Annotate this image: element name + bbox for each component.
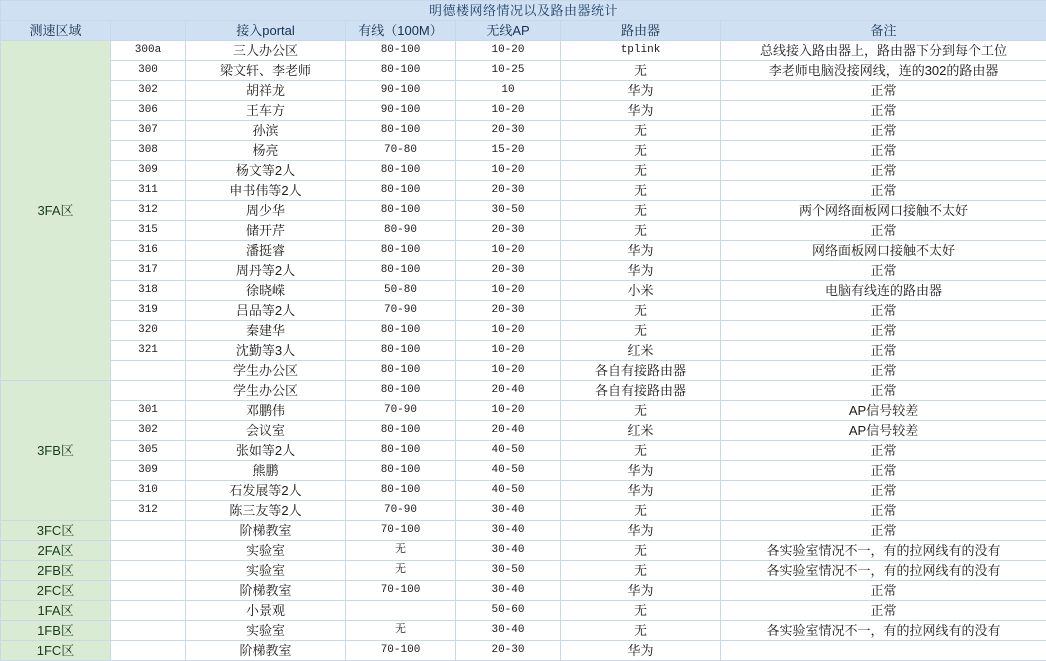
remark-cell: 正常 (721, 481, 1046, 501)
room-number-cell (111, 581, 186, 601)
wired-speed-cell: 80-100 (346, 461, 456, 481)
portal-cell: 阶梯教室 (186, 581, 346, 601)
wired-speed-cell: 无 (346, 621, 456, 641)
router-cell: 小米 (561, 281, 721, 301)
area-cell: 3FB区 (1, 381, 111, 521)
room-number-cell: 311 (111, 181, 186, 201)
router-cell: 无 (561, 321, 721, 341)
portal-cell: 杨亮 (186, 141, 346, 161)
column-header-wireless-ap: 无线AP (456, 21, 561, 41)
wireless-ap-cell: 30-50 (456, 201, 561, 221)
column-header-router: 路由器 (561, 21, 721, 41)
remark-cell: 正常 (721, 121, 1046, 141)
area-cell: 3FA区 (1, 41, 111, 381)
table-row (1, 641, 1046, 661)
portal-cell: 学生办公区 (186, 381, 346, 401)
table-row (1, 281, 1046, 301)
portal-cell: 沈勤等3人 (186, 341, 346, 361)
router-cell: 红米 (561, 421, 721, 441)
table-row (1, 61, 1046, 81)
table-row (1, 141, 1046, 161)
wired-speed-cell: 80-100 (346, 241, 456, 261)
room-number-cell (111, 641, 186, 661)
wireless-ap-cell: 30-50 (456, 561, 561, 581)
router-cell: 各自有接路由器 (561, 361, 721, 381)
wired-speed-cell: 90-100 (346, 101, 456, 121)
wired-speed-cell: 70-100 (346, 581, 456, 601)
wireless-ap-cell: 20-30 (456, 261, 561, 281)
title-row (1, 1, 1046, 21)
remark-cell: 正常 (721, 501, 1046, 521)
portal-cell: 周丹等2人 (186, 261, 346, 281)
router-cell: 华为 (561, 261, 721, 281)
remark-cell: 各实验室情况不一，有的拉网线有的没有 (721, 541, 1046, 561)
remark-cell: 正常 (721, 301, 1046, 321)
router-cell: 无 (561, 561, 721, 581)
wired-speed-cell: 80-100 (346, 341, 456, 361)
portal-cell: 小景观 (186, 601, 346, 621)
wired-speed-cell: 80-100 (346, 361, 456, 381)
table-row (1, 561, 1046, 581)
portal-cell: 孙滨 (186, 121, 346, 141)
room-number-cell: 307 (111, 121, 186, 141)
wireless-ap-cell: 10-20 (456, 341, 561, 361)
area-cell: 2FB区 (1, 561, 111, 581)
router-cell: 华为 (561, 581, 721, 601)
wireless-ap-cell: 10-20 (456, 161, 561, 181)
table-row (1, 81, 1046, 101)
wired-speed-cell (346, 601, 456, 621)
table-row (1, 241, 1046, 261)
area-cell: 1FA区 (1, 601, 111, 621)
wired-speed-cell: 50-80 (346, 281, 456, 301)
portal-cell: 徐晓嵘 (186, 281, 346, 301)
router-cell: tplink (561, 41, 721, 61)
table-row (1, 581, 1046, 601)
wireless-ap-cell: 20-30 (456, 301, 561, 321)
table-row (1, 181, 1046, 201)
remark-cell: 正常 (721, 81, 1046, 101)
wireless-ap-cell: 40-50 (456, 461, 561, 481)
table-row (1, 621, 1046, 641)
router-cell: 无 (561, 401, 721, 421)
header-row (1, 21, 1046, 41)
wireless-ap-cell: 10-20 (456, 401, 561, 421)
router-cell: 华为 (561, 81, 721, 101)
wired-speed-cell: 80-100 (346, 201, 456, 221)
table-row (1, 101, 1046, 121)
wireless-ap-cell: 30-40 (456, 501, 561, 521)
router-cell: 无 (561, 601, 721, 621)
room-number-cell: 316 (111, 241, 186, 261)
wireless-ap-cell: 10-20 (456, 41, 561, 61)
room-number-cell: 302 (111, 421, 186, 441)
portal-cell: 王车方 (186, 101, 346, 121)
remark-cell: 两个网络面板网口接触不太好 (721, 201, 1046, 221)
table-row (1, 441, 1046, 461)
table-row (1, 161, 1046, 181)
column-header-number (111, 21, 186, 41)
router-cell: 红米 (561, 341, 721, 361)
remark-cell: 正常 (721, 381, 1046, 401)
column-header-area: 测速区域 (1, 21, 111, 41)
column-header-remark: 备注 (721, 21, 1046, 41)
column-header-portal: 接入portal (186, 21, 346, 41)
portal-cell: 潘挺睿 (186, 241, 346, 261)
remark-cell: 正常 (721, 581, 1046, 601)
wired-speed-cell: 80-100 (346, 441, 456, 461)
table-row (1, 221, 1046, 241)
router-cell: 无 (561, 161, 721, 181)
wired-speed-cell: 80-90 (346, 221, 456, 241)
room-number-cell (111, 601, 186, 621)
area-cell: 3FC区 (1, 521, 111, 541)
remark-cell: 各实验室情况不一，有的拉网线有的没有 (721, 561, 1046, 581)
table-row (1, 501, 1046, 521)
remark-cell: 正常 (721, 161, 1046, 181)
wired-speed-cell: 80-100 (346, 381, 456, 401)
remark-cell: 正常 (721, 101, 1046, 121)
table-row (1, 421, 1046, 441)
room-number-cell (111, 361, 186, 381)
router-cell: 无 (561, 301, 721, 321)
router-cell: 无 (561, 201, 721, 221)
remark-cell: 正常 (721, 261, 1046, 281)
room-number-cell: 319 (111, 301, 186, 321)
wireless-ap-cell: 10-20 (456, 281, 561, 301)
remark-cell: 正常 (721, 461, 1046, 481)
portal-cell: 杨文等2人 (186, 161, 346, 181)
wired-speed-cell: 70-80 (346, 141, 456, 161)
wired-speed-cell: 70-100 (346, 521, 456, 541)
router-cell: 华为 (561, 641, 721, 661)
wired-speed-cell: 无 (346, 541, 456, 561)
room-number-cell: 305 (111, 441, 186, 461)
router-cell: 无 (561, 441, 721, 461)
portal-cell: 申书伟等2人 (186, 181, 346, 201)
portal-cell: 实验室 (186, 561, 346, 581)
remark-cell: 总线接入路由器上，路由器下分到每个工位 (721, 41, 1046, 61)
wireless-ap-cell: 15-20 (456, 141, 561, 161)
room-number-cell: 301 (111, 401, 186, 421)
room-number-cell: 300a (111, 41, 186, 61)
portal-cell: 储开芹 (186, 221, 346, 241)
wired-speed-cell: 无 (346, 561, 456, 581)
router-cell: 无 (561, 221, 721, 241)
remark-cell: AP信号较差 (721, 421, 1046, 441)
portal-cell: 秦建华 (186, 321, 346, 341)
table-row (1, 341, 1046, 361)
portal-cell: 会议室 (186, 421, 346, 441)
wireless-ap-cell: 10-20 (456, 361, 561, 381)
wireless-ap-cell: 10-20 (456, 321, 561, 341)
area-cell: 2FC区 (1, 581, 111, 601)
table-row (1, 41, 1046, 61)
wireless-ap-cell: 20-30 (456, 221, 561, 241)
portal-cell: 陈三友等2人 (186, 501, 346, 521)
wireless-ap-cell: 20-40 (456, 421, 561, 441)
wireless-ap-cell: 40-50 (456, 441, 561, 461)
wireless-ap-cell: 30-40 (456, 621, 561, 641)
wireless-ap-cell: 20-30 (456, 181, 561, 201)
remark-cell: 正常 (721, 181, 1046, 201)
wired-speed-cell: 80-100 (346, 61, 456, 81)
portal-cell: 三人办公区 (186, 41, 346, 61)
portal-cell: 阶梯教室 (186, 641, 346, 661)
wireless-ap-cell: 10 (456, 81, 561, 101)
table-row (1, 301, 1046, 321)
table-row (1, 381, 1046, 401)
wireless-ap-cell: 20-40 (456, 381, 561, 401)
wired-speed-cell: 70-100 (346, 641, 456, 661)
remark-cell: 李老师电脑没接网线，连的302的路由器 (721, 61, 1046, 81)
area-cell: 2FA区 (1, 541, 111, 561)
wired-speed-cell: 80-100 (346, 161, 456, 181)
router-cell: 无 (561, 501, 721, 521)
table-row (1, 261, 1046, 281)
room-number-cell (111, 381, 186, 401)
area-cell: 1FC区 (1, 641, 111, 661)
column-header-wired: 有线（100M） (346, 21, 456, 41)
wired-speed-cell: 70-90 (346, 501, 456, 521)
portal-cell: 阶梯教室 (186, 521, 346, 541)
room-number-cell: 312 (111, 201, 186, 221)
table-row (1, 541, 1046, 561)
portal-cell: 学生办公区 (186, 361, 346, 381)
wireless-ap-cell: 10-25 (456, 61, 561, 81)
table-title: 明德楼网络情况以及路由器统计 (1, 1, 1046, 21)
wireless-ap-cell: 20-30 (456, 641, 561, 661)
router-cell: 无 (561, 181, 721, 201)
router-cell: 无 (561, 141, 721, 161)
remark-cell: 正常 (721, 221, 1046, 241)
table-row (1, 201, 1046, 221)
room-number-cell: 309 (111, 461, 186, 481)
room-number-cell: 315 (111, 221, 186, 241)
router-cell: 华为 (561, 481, 721, 501)
wired-speed-cell: 80-100 (346, 261, 456, 281)
portal-cell: 邓鹏伟 (186, 401, 346, 421)
portal-cell: 石发展等2人 (186, 481, 346, 501)
wired-speed-cell: 70-90 (346, 301, 456, 321)
portal-cell: 张如等2人 (186, 441, 346, 461)
room-number-cell: 317 (111, 261, 186, 281)
room-number-cell (111, 521, 186, 541)
wireless-ap-cell: 30-40 (456, 541, 561, 561)
wireless-ap-cell: 30-40 (456, 521, 561, 541)
wireless-ap-cell: 10-20 (456, 241, 561, 261)
remark-cell: 各实验室情况不一，有的拉网线有的没有 (721, 621, 1046, 641)
room-number-cell: 320 (111, 321, 186, 341)
portal-cell: 胡祥龙 (186, 81, 346, 101)
portal-cell: 实验室 (186, 541, 346, 561)
table-row (1, 361, 1046, 381)
router-cell: 无 (561, 621, 721, 641)
remark-cell (721, 641, 1046, 661)
room-number-cell: 309 (111, 161, 186, 181)
wired-speed-cell: 80-100 (346, 321, 456, 341)
portal-cell: 熊鹏 (186, 461, 346, 481)
room-number-cell: 312 (111, 501, 186, 521)
wired-speed-cell: 80-100 (346, 481, 456, 501)
remark-cell: 正常 (721, 321, 1046, 341)
wired-speed-cell: 80-100 (346, 181, 456, 201)
portal-cell: 梁文轩、李老师 (186, 61, 346, 81)
room-number-cell (111, 621, 186, 641)
remark-cell: 正常 (721, 361, 1046, 381)
portal-cell: 实验室 (186, 621, 346, 641)
wired-speed-cell: 70-90 (346, 401, 456, 421)
wired-speed-cell: 90-100 (346, 81, 456, 101)
router-cell: 无 (561, 541, 721, 561)
remark-cell: 正常 (721, 601, 1046, 621)
table-row (1, 461, 1046, 481)
table-row (1, 121, 1046, 141)
router-cell: 华为 (561, 521, 721, 541)
portal-cell: 周少华 (186, 201, 346, 221)
room-number-cell (111, 541, 186, 561)
remark-cell: 网络面板网口接触不太好 (721, 241, 1046, 261)
remark-cell: 正常 (721, 441, 1046, 461)
table-row (1, 321, 1046, 341)
room-number-cell: 321 (111, 341, 186, 361)
router-cell: 各自有接路由器 (561, 381, 721, 401)
remark-cell: 正常 (721, 341, 1046, 361)
wireless-ap-cell: 40-50 (456, 481, 561, 501)
remark-cell: AP信号较差 (721, 401, 1046, 421)
table-row (1, 401, 1046, 421)
room-number-cell (111, 561, 186, 581)
remark-cell: 正常 (721, 521, 1046, 541)
wired-speed-cell: 80-100 (346, 121, 456, 141)
remark-cell: 电脑有线连的路由器 (721, 281, 1046, 301)
wireless-ap-cell: 30-40 (456, 581, 561, 601)
portal-cell: 吕品等2人 (186, 301, 346, 321)
wireless-ap-cell: 10-20 (456, 101, 561, 121)
table-row (1, 601, 1046, 621)
wireless-ap-cell: 50-60 (456, 601, 561, 621)
room-number-cell: 308 (111, 141, 186, 161)
table-row (1, 521, 1046, 541)
room-number-cell: 310 (111, 481, 186, 501)
router-cell: 华为 (561, 461, 721, 481)
table-row (1, 481, 1046, 501)
wired-speed-cell: 80-100 (346, 421, 456, 441)
router-cell: 华为 (561, 101, 721, 121)
router-cell: 无 (561, 61, 721, 81)
room-number-cell: 318 (111, 281, 186, 301)
remark-cell: 正常 (721, 141, 1046, 161)
wireless-ap-cell: 20-30 (456, 121, 561, 141)
router-cell: 无 (561, 121, 721, 141)
wired-speed-cell: 80-100 (346, 41, 456, 61)
room-number-cell: 306 (111, 101, 186, 121)
room-number-cell: 302 (111, 81, 186, 101)
table-body (1, 1, 1046, 661)
router-cell: 华为 (561, 241, 721, 261)
room-number-cell: 300 (111, 61, 186, 81)
area-cell: 1FB区 (1, 621, 111, 641)
